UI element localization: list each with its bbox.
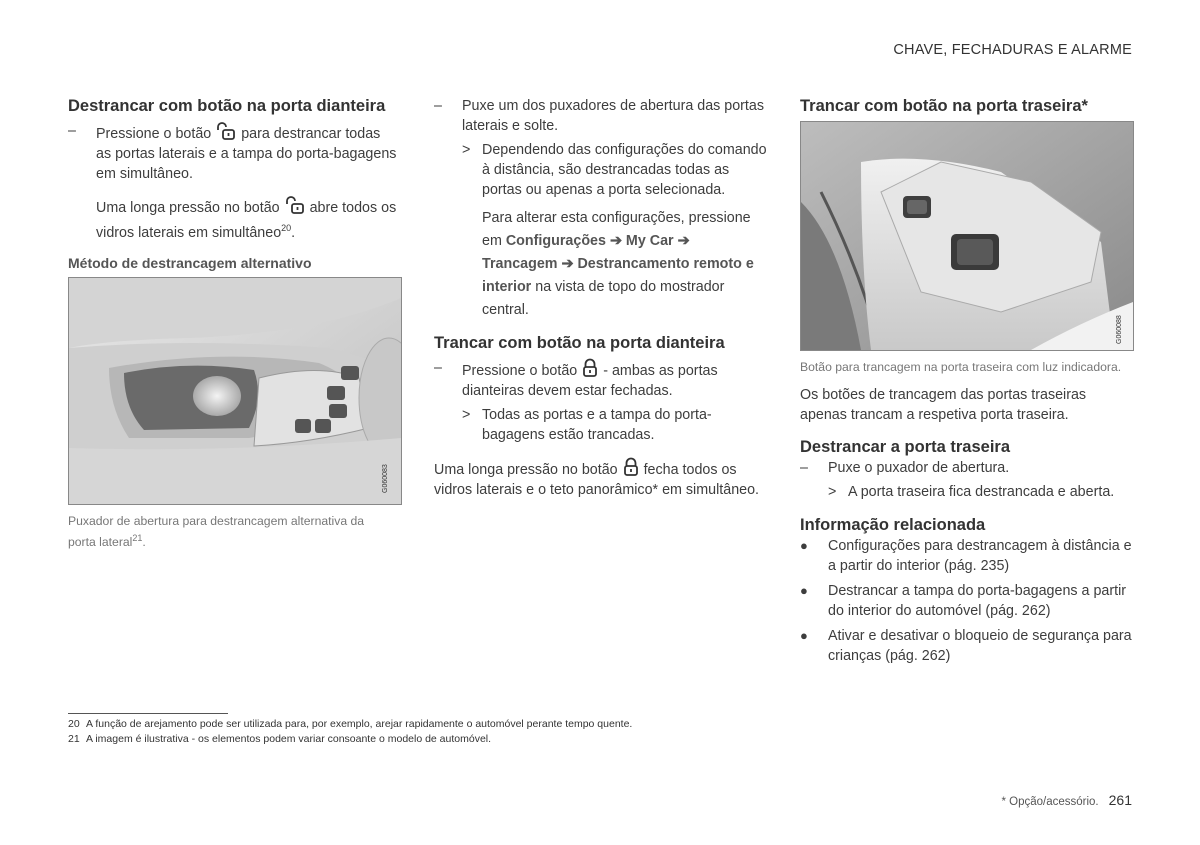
long-press-close: Uma longa pressão no botão fecha todos os vidros laterais e o teto panorâmico* em simultâneo. <box>434 457 769 500</box>
rear-door-button-image <box>800 121 1134 351</box>
related-link[interactable]: ● Destrancar a tampa do porta-bagagens a partir do interior do automóvel (pág. 262) <box>800 583 1127 619</box>
instruction-lock: – Pressione o botão - ambas as portas dianteiras devem estar fechadas. <box>434 360 718 399</box>
image-code: G060088 <box>1116 315 1123 344</box>
instruction-pull-handle: – Puxe um dos puxadores de abertura das portas laterais e solte. <box>434 98 765 134</box>
subheading-alternative: Método de destrancagem alternativo <box>68 254 312 271</box>
menu-destrancamento: Destrancamento remoto e interior <box>482 256 754 295</box>
related-link[interactable]: ● Configurações para destrancagem à distância e a partir do interior (pág. 235) <box>800 538 1132 574</box>
image-caption: Botão para trancagem na porta traseira com luz indicadora. <box>800 360 1122 374</box>
instruction-pull-rear: – Puxe o puxador de abertura. <box>800 460 1010 476</box>
result-unlock: > Dependendo das configurações do comando à distância, são destrancadas todas as portas ou apenas a porta selecionada. <box>462 142 767 198</box>
rear-door-illustration <box>801 122 1133 350</box>
heading-unlock-rear-door: Destrancar a porta traseira <box>800 438 1011 456</box>
door-handle-illustration <box>69 278 401 504</box>
column-1 <box>68 96 398 551</box>
footnote-divider <box>68 713 228 714</box>
unlock-icon <box>284 195 306 215</box>
option-note: * Opção/acessório. <box>1001 796 1099 808</box>
image-code: G060083 <box>382 463 389 493</box>
instruction-unlock: – Pressione o botão para destrancar todas as portas laterais e a tampa do porta-bagagens em simultâneo. <box>68 123 397 182</box>
settings-path: Para alterar esta configurações, pressione em Configurações ➔ My Car ➔ Trancagem ➔ Destrancamento remoto e interior na vista de topo do mostrador central. <box>482 210 754 318</box>
column-2 <box>434 96 769 500</box>
dash-marker: – <box>68 123 76 139</box>
result-lock: > Todas as portas e a tampa do porta-bagagens estão trancadas. <box>462 407 712 443</box>
unlock-icon <box>215 121 237 141</box>
result-rear: > A porta traseira fica destrancada e aberta. <box>828 484 1115 500</box>
footnote-ref: 20 <box>281 223 292 233</box>
menu-configuracoes: Configurações <box>505 233 606 249</box>
lock-icon <box>622 457 640 477</box>
door-handle-image <box>68 277 402 505</box>
related-link[interactable]: ● Ativar e desativar o bloqueio de segurança para crianças (pág. 262) <box>800 628 1132 664</box>
menu-trancagem: Trancagem <box>482 256 558 272</box>
heading-unlock-front-door: Destrancar com botão na porta dianteira <box>68 97 386 115</box>
long-press-note: Uma longa pressão no botão abre todos os vidros laterais em simultâneo$^{20}$. <box>68 195 398 243</box>
menu-my-car: My Car <box>625 233 674 249</box>
section-header: CHAVE, FECHADURAS E ALARME <box>893 42 1132 58</box>
column-3 <box>800 96 1135 666</box>
lock-icon <box>581 358 599 378</box>
footnote-20: 20 A função de arejamento pode ser utilizada para, por exemplo, arejar rapidamente o automóvel perante tempo quente. <box>68 718 633 730</box>
heading-lock-front-door: Trancar com botão na porta dianteira <box>434 334 725 352</box>
rear-lock-para: Os botões de trancagem das portas traseiras apenas trancam a respetiva porta traseira. <box>800 387 1087 423</box>
page-number: 261 <box>1108 792 1132 808</box>
footnote-21: 21 A imagem é ilustrativa - os elementos podem variar consoante o modelo de automóvel. <box>68 733 492 745</box>
heading-related-info: Informação relacionada <box>800 516 986 534</box>
heading-lock-rear-door: Trancar com botão na porta traseira* <box>800 97 1088 115</box>
page-footer <box>1001 792 1132 808</box>
image-caption: Puxador de abertura para destrancagem alternativa da porta lateral$^{21}$. <box>68 513 365 549</box>
